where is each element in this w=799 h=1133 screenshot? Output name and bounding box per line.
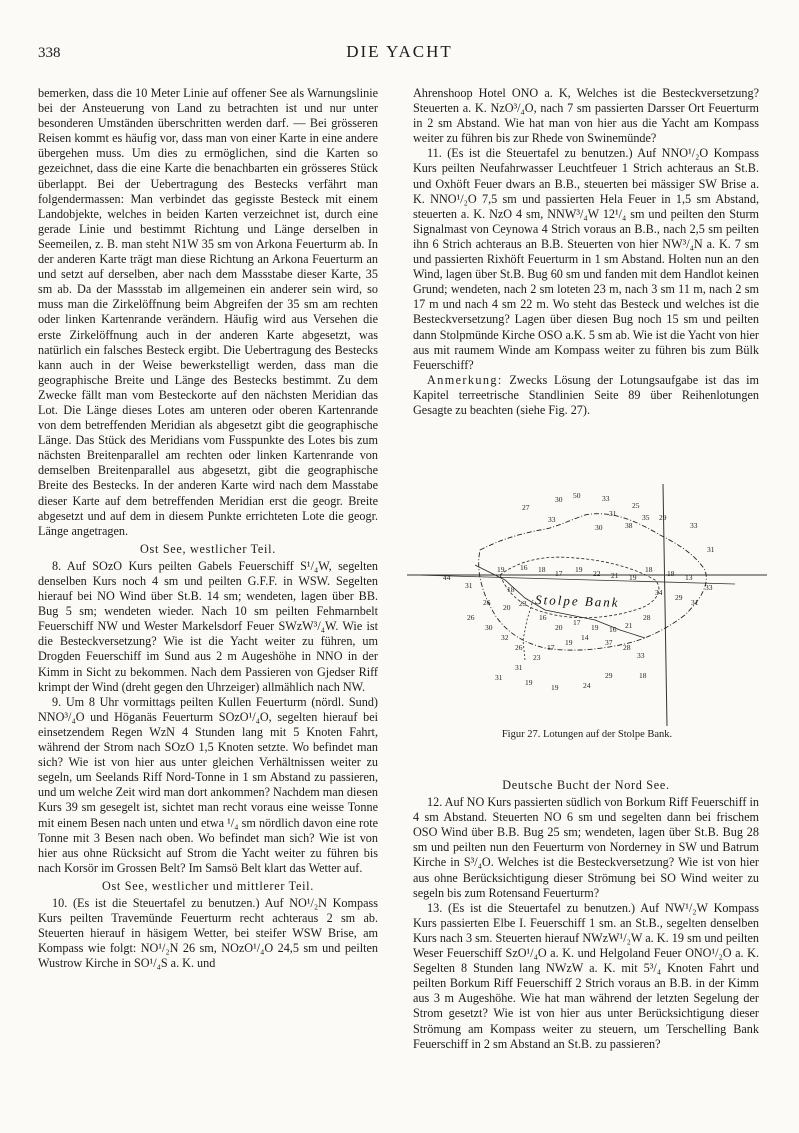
- depth-sounding: 19: [575, 565, 583, 574]
- depth-sounding: 18: [538, 565, 546, 574]
- paragraph: 8. Auf SOzO Kurs peilten Gabels Feuerschiff S¹/₄W, segelten denselben Kurs noch 4 sm und peilten G.F.F. in WSW. Segelten hierauf bei NO Wind über St.B. 14 sm; wendeten, lagen über BB. Bug 5 sm; wendeten wieder. Nach 10 sm peilten Fehmarnbelt Feuerschiff NW und Wester Markelsdorf Feuer SWzW³/₄W. Wie ist die Besteckversetzung? Wie ist die Yacht weiter zu führen, um Drogden Feuerschiff im Sund aus 2 m Augeshöhe in NNO in der Kimm in Sicht zu bekommen. Nach dem Passieren von Gjedser Riff krimpt der Wind (dreht gegen den Uhrzeiger) allmählich nach NW.: [38, 558, 378, 694]
- paragraph: 9. Um 8 Uhr vormittags peilten Kullen Feuerturm (nördl. Sund) NNO³/₄O und Höganäs Feuerturm SOzO¹/₄O, segelten hierauf bei einsetzendem Regen WzN 4 Stunden lang mit 5 Knoten Fahrt, während der Strom nach SOzO 1,5 Knoten setzte. Wo befindet man sich? Wie ist von hier aus unter gleichen Verhältnissen weiter zu segeln, um Seelands Riff Nord-Tonne in 1 sm Abstand zu passieren, und um welche Zeit wird man dort ankommen? Nachdem man diesen Kurs 39 sm gesegelt ist, sichtet man recht voraus eine weisse Tonne mit einem Besen nach unten und etwa ¹/₄ sm nördlich davon eine rote Tonne mit 3 Besen nach oben. Wo befindet man sich? Wie ist von hier aus ohne Rücksicht auf Strom die Yacht weiter zu führen bis nach Korsör im Grossen Belt? Im Samsö Belt klart das Wetter auf.: [38, 694, 378, 875]
- depth-sounding: 16: [520, 563, 528, 572]
- depth-sounding: 17: [555, 569, 563, 578]
- depth-sounding: 18: [667, 569, 675, 578]
- depth-sounding: 21: [625, 621, 633, 630]
- depth-sounding: 34: [655, 588, 663, 597]
- depth-sounding: 25: [632, 501, 640, 510]
- depth-sounding: 30: [485, 623, 493, 632]
- depth-sounding: 17: [547, 643, 555, 652]
- depth-sounding: 35: [642, 513, 650, 522]
- depth-sounding: 23: [519, 599, 527, 608]
- paragraph: 12. Auf NO Kurs passierten südlich von Borkum Riff Feuerschiff in 4 sm Abstand. Steuerten NO 6 sm und segelten dann bei frischem OSO Wind über B.B. Bug 25 sm; wendeten, lagen über St.B. Bug 28 sm und peilten nun den Feuerturm von Norderney in SW und Batrum Kirche in S³/₄O. Welches ist die Besteckversetzung? Wie ist von hier aus ohne Berücksichtigung dieser Strömung bei SO Wind weiter zu segeln bis zum Rotensand Feuerturm?: [413, 795, 759, 900]
- depth-sounding: 22: [593, 569, 601, 578]
- depth-sounding: 31: [609, 509, 617, 518]
- depth-sounding: 21: [611, 571, 619, 580]
- depth-sounding: 20: [555, 623, 563, 632]
- depth-sounding: 26: [515, 643, 523, 652]
- note-label: Anmerkung:: [427, 372, 503, 387]
- depth-sounding: 33: [548, 515, 556, 524]
- depth-sounding: 30: [555, 495, 563, 504]
- figure-caption: Figur 27. Lotungen auf der Stolpe Bank.: [501, 729, 673, 740]
- left-column: [38, 86, 378, 971]
- depth-sounding: 29: [659, 513, 667, 522]
- depth-sounding: 31: [707, 545, 715, 554]
- depth-sounding: 37: [605, 638, 613, 647]
- running-head: DIE YACHT: [346, 42, 453, 61]
- depth-sounding: 50: [573, 491, 581, 500]
- depth-sounding: 38: [625, 521, 633, 530]
- depth-sounding: 18: [645, 565, 653, 574]
- figure-stolpe-bank-chart: [405, 480, 769, 730]
- depth-sounding: 19: [565, 638, 573, 647]
- paragraph: 11. (Es ist die Steuertafel zu benutzen.) Auf NNO¹/₂O Kompass Kurs peilten Neufahrwasser Leuchtfeuer 1 Strich achteraus an St.B. und Oxhöft Feuer dwars an B.B., steuerten bei mässiger SW Brise a. K. NNO¹/₂O 7,5 sm und passierten Hela Feuer in 1,5 sm Abstand, steuerten a. K. NzO 4 sm, NNW³/₄W 12¹/₄ sm und peilten den Sturm Signalmast von Ceynowa 4 Strich voraus an B.B., nach 2,5 sm peilten ihn 6 Strich achteraus an B.B. Steuerten von hier NW³/₄N a. K. 7 sm und passierten Rixhöft Feuerturm in 1 sm Abstand. Holten nun an den Wind, lagen über St.B. Bug 60 sm und fanden mit dem Handlot keinen Grund; wendeten, nach 2 sm loteten 23 m, nach 3 sm 11 m, nach 2 sm 17 m und nach 4 sm 22 m. Wo steht das Besteck und welches ist die Besteckversetzung? Lagen über diesen Bug noch 15 sm und peilten dann Stolpmünde Kirche OSO a.K. 5 sm ab. Wie ist die Yacht von hier aus mit raumem Winde am Kompass weiter zu führen bis zum Bülk Feuerschiff?: [413, 146, 759, 372]
- depth-soundings: [443, 491, 715, 692]
- depth-sounding: 30: [595, 523, 603, 532]
- depth-sounding: 29: [675, 593, 683, 602]
- page-number: 338: [38, 45, 61, 61]
- bank-label: Stolpe Bank: [534, 592, 620, 610]
- depth-sounding: 33: [602, 494, 610, 503]
- depth-sounding: 20: [503, 603, 511, 612]
- paragraph: 10. (Es ist die Steuertafel zu benutzen.) Auf NO¹/₂N Kompass Kurs peilten Travemünde Feuerturm recht achteraus 2 sm ab. Steuerten hierauf in häsigem Wetter, bei steifer WSW Brise, am Kompass wie folgt: NO¹/₂N 26 sm, NOzO¹/₄O 24,5 sm und peilten Wustrow Kirche in SO¹/₄S a. K. und: [38, 895, 378, 971]
- sounding-track-2: [523, 600, 533, 660]
- depth-sounding: 31: [515, 663, 523, 672]
- depth-sounding: 29: [605, 671, 613, 680]
- depth-sounding: 32: [501, 633, 509, 642]
- paragraph: Ahrenshoop Hotel ONO a. K, Welches ist die Besteckversetzung? Steuerten a. K. NzO³/₄O, nach 7 sm passierten Darsser Ort Feuerturm in 2 sm Abstand. Wie hat man von hier aus die Yacht am Kompass weiter zu führen bis zur Rhede von Swinemünde?: [413, 86, 759, 146]
- depth-sounding: 16: [539, 613, 547, 622]
- depth-sounding: 26: [467, 613, 475, 622]
- depth-sounding: 23: [533, 653, 541, 662]
- depth-sounding: 31: [691, 598, 699, 607]
- right-column-bottom: [413, 775, 759, 1052]
- depth-sounding: 19: [551, 683, 559, 692]
- depth-sounding: 33: [637, 651, 645, 660]
- depth-sounding: 24: [583, 681, 591, 690]
- section-heading: Deutsche Bucht der Nord See.: [502, 778, 670, 792]
- section-heading: Ost See, westlicher Teil.: [140, 541, 276, 556]
- right-column-top: [413, 86, 759, 418]
- paragraph: 13. (Es ist die Steuertafel zu benutzen.) Auf NW¹/₂W Kompass Kurs passierten Elbe I. Feuerschiff 1 sm. an St.B., segelten denselben Kurs nach 3 sm. Steuerten hierauf NWzW¹/₂W a. K. 19 sm und peilten Weser Feuerschiff SzO¹/₄O a. K. und Helgoland Feuer ONO¹/₂O a. K. Segelten 8 Stunden lang NWzW a. K. mit 5³/₄ Knoten Fahrt und peilten Borkum Riff Feuerschiff 2 Strich voraus an B.B. in der Kimm aus 3 m Augeshöhe. Wie hat man während der letzten Segelung der Strom gesetzt? Wie ist von hier aus unter Berücksichtigung dieser Strömung am Kompass weiter zu steuern, um Terschelling Bank Feuerschiff in 2 sm Abstand an St.B. zu passieren?: [413, 900, 759, 1051]
- depth-sounding: 19: [591, 623, 599, 632]
- depth-sounding: 19: [525, 678, 533, 687]
- depth-sounding: 44: [443, 573, 451, 582]
- depth-sounding: 18: [639, 671, 647, 680]
- depth-sounding: 17: [573, 618, 581, 627]
- section-heading: Ost See, westlicher und mittlerer Teil.: [101, 878, 315, 893]
- depth-sounding: 33: [705, 583, 713, 592]
- depth-sounding: 18: [507, 585, 515, 594]
- depth-sounding: 31: [495, 673, 503, 682]
- depth-sounding: 28: [623, 643, 631, 652]
- depth-sounding: 19: [629, 573, 637, 582]
- depth-sounding: 31: [465, 581, 473, 590]
- paragraph: Anmerkung: Zwecks Lösung der Lotungsaufgabe ist das im Kapitel terreetrische Standlinien Seite 89 über Reihenlotungen Gesagte zu beachten (siehe Fig. 27).: [413, 372, 759, 417]
- depth-sounding: 27: [522, 503, 530, 512]
- depth-sounding: 19: [497, 565, 505, 574]
- depth-sounding: 14: [581, 633, 589, 642]
- depth-sounding: 13: [685, 573, 693, 582]
- depth-sounding: 33: [690, 521, 698, 530]
- depth-sounding: 16: [609, 625, 617, 634]
- depth-sounding: 28: [643, 613, 651, 622]
- depth-sounding: 26: [483, 598, 491, 607]
- paragraph: bemerken, dass die 10 Meter Linie auf offener See als Warnungslinie bei der Ansteuerung von Land zu betrachten ist und nur unter besonderen Umständen überschritten werden darf. — Bei grösseren Reisen kommt es häufig vor, dass man von einer Karte in eine andere übergehen muss. Um dies zu ermöglichen, sind die Karten so gezeichnet, dass die eine Karte die benachbarten ein grösseres Stück überlappt. Bei der Uebertragung des Bestecks verfährt man folgendermassen: Man verbindet das gegisste Besteck mit einem Landobjekte, welches in beiden Karten verzeichnet ist, durch eine gerade Linie und bestimmt Richtung und Länge derselben in Seemeilen, z. B. man steht N1W 35 sm von Arkona Feuerturm ab. In der anderen Karte trägt man diese Richtung an Arkona Feuerturm an und setzt auf derselben, aber nach dem Massstabe dieser Karte, 35 sm ab. Da der Massstab im allgemeinen ein anderer sein wird, so muss man die Zirkelöffnung beim Abgreifen der 35 sm am rechten oder linken Kartenrande verändern. Häufig wird aus Versehen die erste Zirkelöffnung auch in der anderen Karte abgesetzt, was natürlich ein falsches Besteck ergibt. Die Uebertragung des Bestecks kann auch in der Weise bewerkstelligt werden, dass man die geographische Breite und Länge des Bestecks bestimmt. Zu dem Zwecke fällt man vom Besteckorte auf den nächsten Meridian das Lot. Die Länge dieses Lotes am unteren oder oberen Kartenrande von dem betreffenden Meridian als abgesetzt gibt die geographische Länge. Das Stück des Meridians vom Fusspunkte des Lotes bis zum nächsten Breitenparallel am rechten oder linken Kartenrande von demselben Breitenparallel aus abgesetzt, gibt die geographische Breite des Bestecks. In der anderen Karte wird nach dem Masstabe dieser Karte auf dem betreffenden Meridian erst die geogr. Breite abgesetzt und auf dem in diesem Punkte errichteten Lote die geogr. Länge angetragen.: [38, 86, 378, 538]
